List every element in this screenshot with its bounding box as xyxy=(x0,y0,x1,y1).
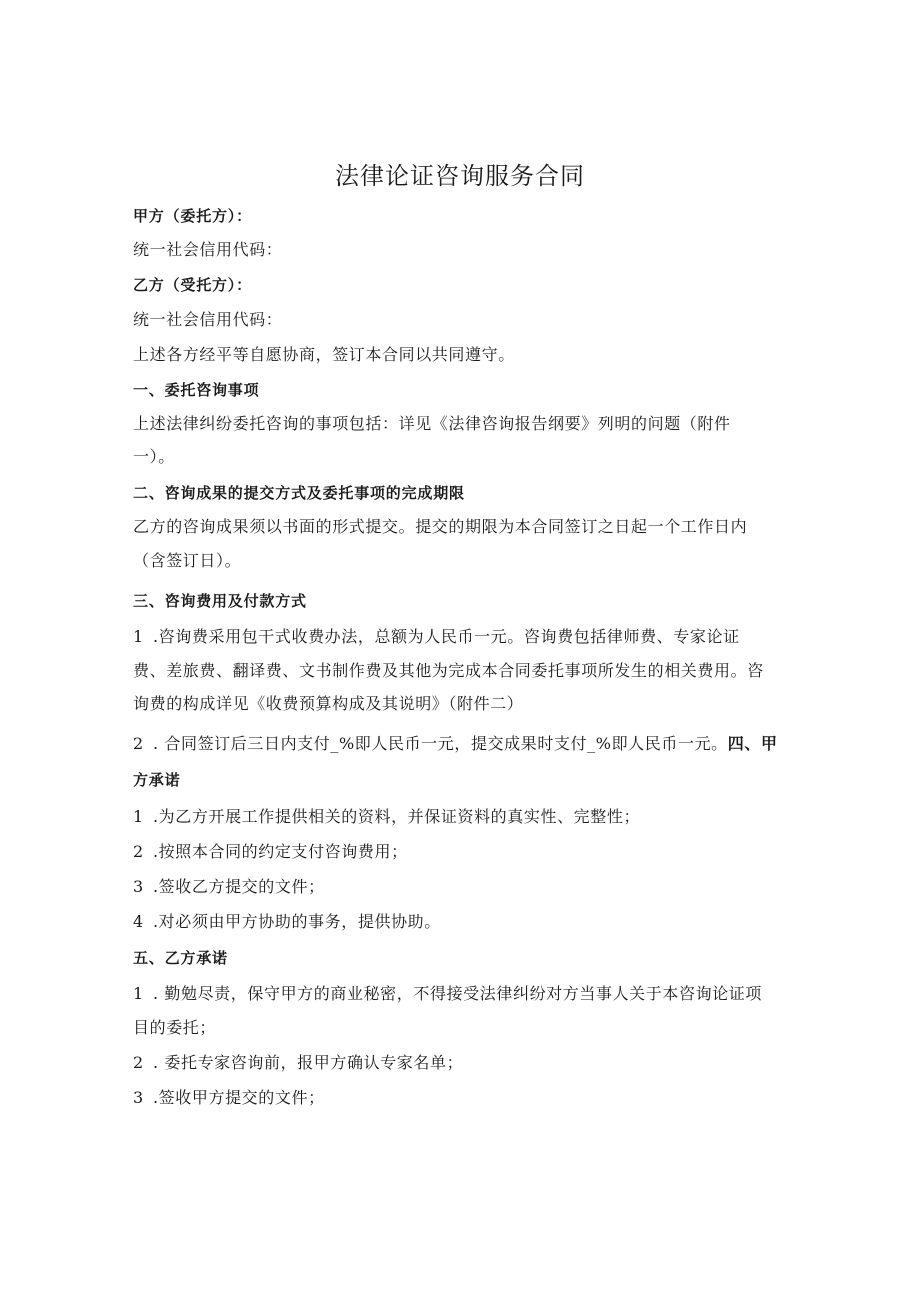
section-4-item-3 xyxy=(133,877,793,897)
item-number: 2 xyxy=(133,734,144,753)
section-4-item-2 xyxy=(133,842,793,862)
preamble: 上述各方经平等自愿协商，签订本合同以共同遵守。 xyxy=(133,345,515,364)
item-text: . 合同签订后三日内支付_%即人民币一元，提交成果时支付_%即人民币一元。 xyxy=(153,734,728,753)
section-5-item-2 xyxy=(133,1053,793,1073)
section-3-item-2 xyxy=(133,734,793,754)
section-4-heading-end: 方承诺 xyxy=(133,771,181,789)
party-a-label: 甲方（委托方）： xyxy=(133,207,252,225)
section-5-item-3 xyxy=(133,1088,793,1108)
party-b-credit-code: 统一社会信用代码： xyxy=(133,310,283,329)
section-2-heading: 二、咨询成果的提交方式及委托事项的完成期限 xyxy=(133,484,465,502)
item-number: 2 xyxy=(133,842,144,861)
section-4-item-4 xyxy=(133,912,793,932)
section-1-body-line-1: 上述法律纠纷委托咨询的事项包括：详见《法律咨询报告纲要》列明的问题（附件 xyxy=(133,414,731,433)
section-3-item-1-line-1 xyxy=(133,627,793,647)
item-text: .签收甲方提交的文件； xyxy=(153,1088,325,1107)
section-5-heading: 五、乙方承诺 xyxy=(133,949,228,967)
party-a-credit-code: 统一社会信用代码： xyxy=(133,240,283,259)
document-title: 法律论证咨询服务合同 xyxy=(335,162,585,190)
section-3-heading: 三、咨询费用及付款方式 xyxy=(133,592,307,610)
item-text: .签收乙方提交的文件； xyxy=(153,877,325,896)
item-number: 3 xyxy=(133,877,144,896)
item-text: .为乙方开展工作提供相关的资料，并保证资料的真实性、完整性； xyxy=(153,807,641,826)
item-number: 1 xyxy=(133,984,144,1003)
item-number: 4 xyxy=(133,912,144,931)
section-2-body-line-2: （含签订日）。 xyxy=(133,551,242,570)
section-5-item-1-line-1 xyxy=(133,984,793,1004)
section-1-heading: 一、委托咨询事项 xyxy=(133,381,260,399)
section-3-item-1-line-3: 询费的构成详见《收费预算构成及其说明》（附件二） xyxy=(133,694,524,713)
item-number: 1 xyxy=(133,627,144,646)
section-4-item-1 xyxy=(133,807,793,827)
item-text: .咨询费采用包干式收费办法，总额为人民币一元。咨询费包括律师费、专家论证 xyxy=(153,627,740,646)
party-b-label: 乙方（受托方）： xyxy=(133,276,252,294)
item-text: . 委托专家咨询前，报甲方确认专家名单； xyxy=(153,1053,464,1072)
section-4-heading-start: 四、甲 xyxy=(727,734,778,753)
item-number: 1 xyxy=(133,807,144,826)
section-1-body-line-2: 一）。 xyxy=(133,447,175,466)
section-5-item-1-line-2: 目的委托； xyxy=(133,1018,217,1037)
section-3-item-1-line-2: 费、差旅费、翻译费、文书制作费及其他为完成本合同委托事项所发生的相关费用。咨 xyxy=(133,661,764,680)
item-text: . 勤勉尽责，保守甲方的商业秘密，不得接受法律纠纷对方当事人关于本咨询论证项 xyxy=(153,984,762,1003)
item-number: 3 xyxy=(133,1088,144,1107)
section-2-body-line-1: 乙方的咨询成果须以书面的形式提交。提交的期限为本合同签订之日起一个工作日内 xyxy=(133,517,748,536)
item-text: .对必须由甲方协助的事务，提供协助。 xyxy=(153,912,441,931)
item-text: .按照本合同的约定支付咨询费用； xyxy=(153,842,408,861)
item-number: 2 xyxy=(133,1053,144,1072)
